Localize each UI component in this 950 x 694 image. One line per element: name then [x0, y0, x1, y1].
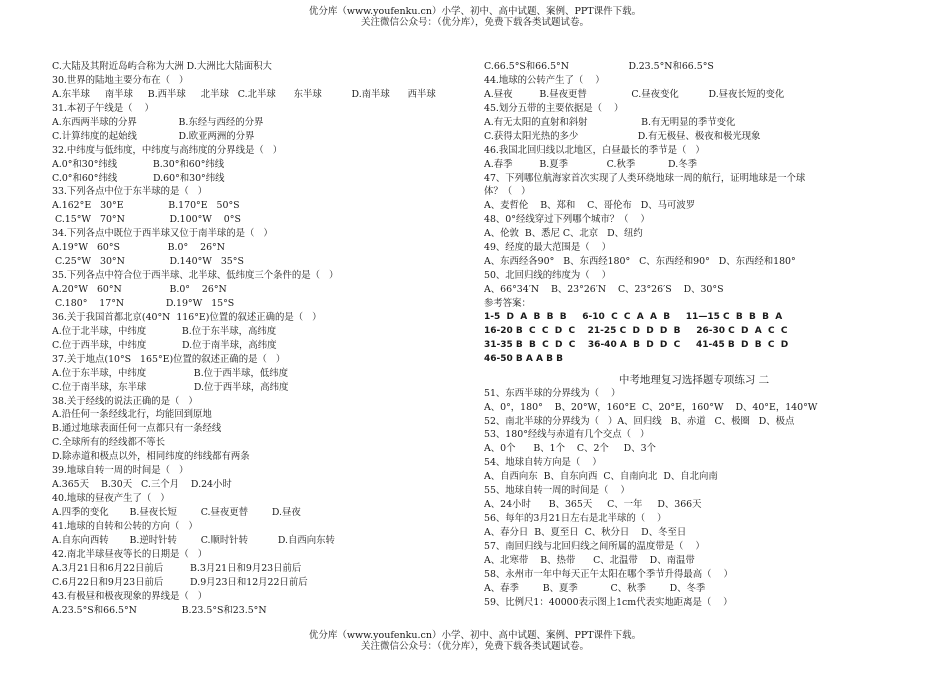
question-line: 30.世界的陆地主要分布在（ ） [52, 74, 189, 86]
question-line: C.位于西半球，中纬度 D.位于南半球，高纬度 [52, 339, 277, 351]
answer-line: 16-20 B C C D C 21-25 C D D D B 26-30 C D A C C [484, 325, 788, 336]
footer-line-1: 优分库（www.youfenku.cn）小学、初中、高中试题、案例、PPT课件下载。 [308, 630, 642, 641]
question-line: A.春季 B.夏季 C.秋季 D.冬季 [484, 158, 697, 170]
answer-line: 1-5 D A B B B 6-10 C C A A B 11—15 C B B B A [484, 311, 783, 322]
left-column [52, 60, 472, 618]
question-line: A、麦哲伦 B、郑和 C、哥伦布 D、马可波罗 [484, 200, 696, 212]
page-footer [0, 630, 950, 652]
question-line: 57、南回归线与北回归线之间所属的温度带是（ ） [484, 540, 705, 552]
question-line: A、24小时 B、365天 C、一年 D、366天 [484, 499, 702, 511]
question-line: C.获得太阳光热的多少 D.有无极昼、极夜和极光现象 [484, 130, 761, 142]
question-line: A、66°34′N B、23°26′N C、23°26′S D、30°S [484, 284, 724, 295]
question-line: A、伦敦 B、悉尼 C、北京 D、纽约 [484, 228, 643, 240]
question-line: 46.我国北回归线以北地区，白昼最长的季节是（ ） [484, 144, 705, 156]
question-line: C.25°W 30°N D.140°W 35°S [52, 256, 244, 268]
question-line: A、自西向东 B、自东向西 C、自南向北 D、自北向南 [484, 471, 718, 483]
question-line: 55、地球自转一周的时间是（ ） [484, 485, 630, 497]
question-line: 50、北回归线的纬度为（ ） [484, 270, 611, 282]
question-line: 42.南北半球昼夜等长的日期是（ ） [52, 548, 208, 560]
question-line: 体？（ ） [484, 186, 531, 198]
question-line: 33.下列各点中位于东半球的是（ ） [52, 186, 208, 198]
question-line: 参考答案： [484, 297, 531, 309]
question-line: C.6月22日和9月23日前后 D.9月23日和12月22日前后 [52, 576, 308, 588]
question-line: 41.地球的自转和公转的方向（ ） [52, 520, 198, 532]
question-line: A、东西经各90° B、东西经180° C、东西经和90° D、东西经和180° [484, 256, 796, 268]
question-line: A.19°W 60°S B.0° 26°N [52, 242, 225, 254]
question-line: A.自东向西转 B.逆时针转 C.顺时针转 D.自西向东转 [52, 534, 335, 546]
question-line: C.全球所有的经线都不等长 [52, 437, 165, 449]
question-line: A.162°E 30°E B.170°E 50°S [52, 200, 240, 212]
question-line: A、0°，180° B、20°W，160°E C、20°E，160°W D、40°E，140°W [484, 401, 818, 413]
question-line: C.位于南半球，东半球 D.位于西半球，高纬度 [52, 381, 289, 393]
question-line: A.昼夜 B.昼夜更替 C.昼夜变化 D.昼夜长短的变化 [484, 88, 785, 100]
question-line: A.20°W 60°N B.0° 26°N [52, 284, 227, 295]
section-title: 中考地理复习选择题专项练习 二 [618, 373, 770, 386]
question-line: 54、地球自转方向是（ ） [484, 457, 602, 469]
question-line: 35.下列各点中符合位于西半球、北半球、低纬度三个条件的是（ ） [52, 270, 339, 282]
question-line: A.东半球 南半球 B.西半球 北半球 C.北半球 东半球 D.南半球 西半球 [52, 88, 436, 100]
question-line: A、春季 B、夏季 C、秋季 D、冬季 [484, 582, 706, 594]
question-line: 58、永州市一年中每天正午太阳在哪个季节升得最高（ ） [484, 568, 733, 580]
question-line: 43.有极昼和极夜现象的界线是（ ） [52, 590, 208, 602]
question-line: C.0°和60°纬线 D.60°和30°纬线 [52, 172, 225, 184]
question-line: 38.关于经线的说法正确的是（ ） [52, 395, 198, 407]
question-line: A.0°和30°纬线 B.30°和60°纬线 [52, 158, 225, 170]
question-line: B.通过地球表面任何一点都只有一条经线 [52, 423, 222, 435]
question-line: A.东西两半球的分界 B.东经与西经的分界 [52, 116, 264, 128]
question-line: 39.地球自转一周的时间是（ ） [52, 465, 189, 477]
question-line: C.180° 17°N D.19°W 15°S [52, 297, 235, 309]
question-line: C.66.5°S和66.5°N D.23.5°N和66.5°S [484, 61, 714, 72]
question-line: A.365天 B.30天 C.三个月 D.24小时 [52, 479, 232, 491]
question-line: D.除赤道和极点以外，相同纬度的纬线都有两条 [52, 451, 250, 463]
question-line: 45.划分五带的主要依据是（ ） [484, 102, 624, 114]
answer-line: 31-35 B B C D C 36-40 A B D D C 41-45 B D B C D [484, 339, 789, 350]
question-line: 59、比例尺1：40000表示图上1cm代表实地距离是（ ） [484, 596, 733, 608]
question-line: A.位于东半球，中纬度 B.位于西半球，低纬度 [52, 367, 289, 379]
question-line: 53、180°经线与赤道有几个交点（ ） [484, 429, 650, 441]
question-line: A.3月21日和6月22日前后 B.3月21日和9月23日前后 [52, 562, 302, 574]
question-line: A.位于北半球，中纬度 B.位于东半球，高纬度 [52, 325, 277, 337]
question-line: A.沿任何一条经线北行，均能回到原地 [52, 409, 212, 421]
question-line: 49、经度的最大范围是（ ） [484, 242, 611, 254]
answer-line: 46-50 B A A B B [484, 353, 563, 364]
question-line: C.大陆及其附近岛屿合称为大洲 D.大洲比大陆面积大 [52, 61, 272, 72]
question-line: A、0个 B、1个 C、2个 D、3个 [484, 443, 656, 455]
page-header [0, 6, 950, 28]
question-line: 31.本初子午线是（ ） [52, 102, 154, 114]
question-line: 34.下列各点中既位于西半球又位于南半球的是（ ） [52, 228, 273, 240]
question-line: 47、下列哪位航海家首次实现了人类环绕地球一周的航行，证明地球是一个球 [484, 172, 806, 184]
question-line: 56、每年的3月21日左右是北半球的（ ） [484, 513, 667, 525]
question-line: A.四季的变化 B.昼夜长短 C.昼夜更替 D.昼夜 [52, 507, 301, 518]
question-line: 44.地球的公转产生了（ ） [484, 74, 605, 86]
question-line: C.15°W 70°N D.100°W 0°S [52, 214, 241, 226]
question-line: 36.关于我国首都北京(40°N 116°E)位置的叙述正确的是（ ） [52, 311, 322, 323]
question-line: A.23.5°S和66.5°N B.23.5°S和23.5°N [52, 604, 267, 616]
question-line: 32.中纬度与低纬度，中纬度与高纬度的分界线是（ ） [52, 144, 283, 156]
question-line: A、北寒带 B、热带 C、北温带 D、南温带 [484, 554, 695, 566]
question-line: 40.地球的昼夜产生了（ ） [52, 493, 170, 505]
question-line: 48、0°经线穿过下列哪个城市？（ ） [484, 214, 650, 226]
question-line: 52、南北半球的分界线为（ ）A、回归线 B、赤道 C、极圈 D、极点 [484, 415, 795, 427]
question-line: 37.关于地点(10°S 165°E)位置的叙述正确的是（ ） [52, 353, 286, 365]
question-line: 51、东西半球的分界线为（ ） [484, 387, 621, 399]
footer-line-2: 关注微信公众号：（优分库），免费下载各类试题试卷。 [360, 641, 589, 652]
header-line-1: 优分库（www.youfenku.cn）小学、初中、高中试题、案例、PPT课件下载。 [308, 6, 642, 17]
question-line: A.有无太阳的直射和斜射 B.有无明显的季节变化 [484, 116, 736, 128]
right-column [484, 60, 904, 610]
header-line-2: 关注微信公众号：（优分库），免费下载各类试题试卷。 [360, 17, 589, 28]
question-line: C.计算纬度的起始线 D.欧亚两洲的分界 [52, 130, 255, 142]
question-line: A、春分日 B、夏至日 C、秋分日 D、冬至日 [484, 527, 687, 538]
